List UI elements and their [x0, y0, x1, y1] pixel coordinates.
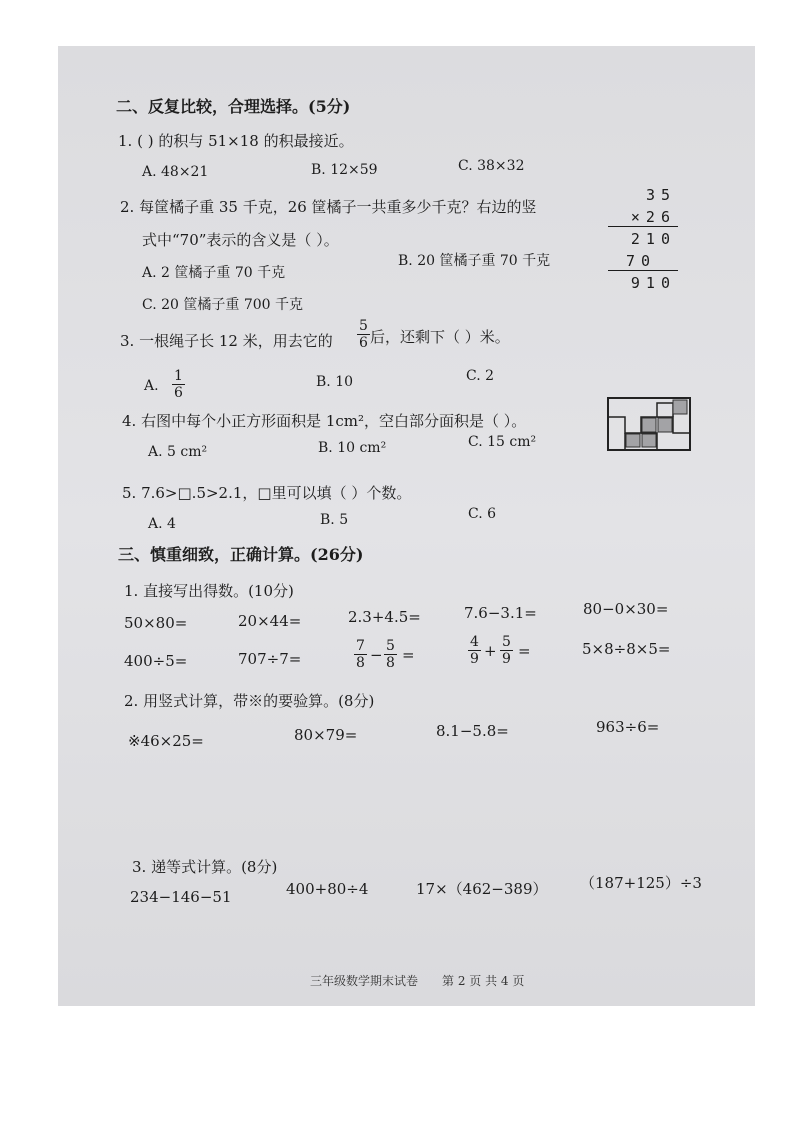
calc-r2-1: 400÷5= — [124, 652, 188, 670]
footer-page-number: 第 2 页 共 4 页 — [442, 974, 525, 988]
q5-option-b: B. 5 — [320, 512, 349, 528]
q5-stem: 5. 7.6>□.5>2.1，□里可以填（ ）个数。 — [122, 484, 412, 502]
q2-stem-line2: 式中“70”表示的含义是（ ）。 — [142, 231, 339, 249]
step-calc-4: （187+125）÷3 — [580, 874, 702, 892]
q2-option-b: B. 20 筐橘子重 70 千克 — [398, 253, 551, 269]
q4-option-c: C. 15 cm² — [468, 434, 537, 450]
f1-first — [354, 638, 367, 671]
calc-r1-5: 80−0×30= — [583, 600, 669, 618]
q3-option-b: B. 10 — [316, 374, 354, 390]
square-grid-figure — [607, 397, 691, 451]
calc-r2-5: 5×8÷8×5= — [582, 640, 671, 658]
s3-part3-heading: 3. 递等式计算。(8分) — [132, 858, 278, 876]
q3-frac-num: 5 — [359, 318, 368, 334]
step-calc-1: 234−146−51 — [130, 888, 232, 906]
vm-row3: 210 — [630, 230, 676, 248]
q3-a-den: 6 — [174, 385, 183, 401]
grid-lines — [609, 399, 689, 449]
exam-page — [58, 46, 755, 1006]
f1-n2: 5 — [386, 638, 395, 654]
q4-stem: 4. 右图中每个小正方形面积是 1cm²，空白部分面积是（ ）。 — [122, 412, 527, 430]
s3-part2-heading: 2. 用竖式计算，带※的要验算。(8分) — [124, 692, 375, 710]
vm-line2 — [608, 270, 678, 271]
vm-row4: 70 — [625, 252, 656, 270]
q5-option-c: C. 6 — [468, 506, 497, 522]
f1-second — [384, 638, 397, 671]
q2-option-a: A. 2 筐橘子重 70 千克 — [142, 265, 286, 281]
f1-n1: 7 — [356, 638, 365, 654]
q1-stem: 1. ( ) 的积与 51×18 的积最接近。 — [118, 132, 354, 150]
q1-option-b: B. 12×59 — [311, 162, 378, 178]
section2-heading: 二、反复比较，合理选择。(5分) — [116, 97, 351, 116]
f2-second — [500, 634, 513, 667]
f1-d1: 8 — [356, 655, 365, 671]
q3-fraction — [357, 318, 370, 351]
calc-r1-2: 20×44= — [238, 612, 302, 630]
f2-first — [468, 634, 481, 667]
q3-frac-den: 6 — [359, 335, 368, 351]
f1-op: − — [370, 646, 383, 664]
vcalc-3: 8.1−5.8= — [436, 722, 509, 740]
q4-option-a: A. 5 cm² — [148, 444, 208, 460]
q3-option-a-fraction — [172, 368, 185, 401]
calc-r1-3: 2.3+4.5= — [348, 608, 421, 626]
q3-stem-b: 后，还剩下（ ）米。 — [370, 328, 510, 346]
q1-option-c: C. 38×32 — [458, 158, 525, 174]
vcalc-4: 963÷6= — [596, 718, 660, 736]
f2-eq: = — [518, 642, 531, 660]
vm-row5: 910 — [630, 274, 676, 292]
f2-d2: 9 — [502, 651, 511, 667]
f2-op: + — [484, 642, 497, 660]
calc-r1-4: 7.6−3.1= — [464, 604, 537, 622]
step-calc-3: 17×（462−389） — [416, 880, 548, 898]
step-calc-2: 400+80÷4 — [286, 880, 369, 898]
s3-part1-heading: 1. 直接写出得数。(10分) — [124, 582, 294, 600]
q3-a-num: 1 — [174, 368, 183, 384]
vm-row2: ×26 — [630, 208, 676, 226]
calc-r1-1: 50×80= — [124, 614, 188, 632]
vm-line1 — [608, 226, 678, 227]
vcalc-1: ※46×25= — [128, 732, 204, 750]
f2-d1: 9 — [470, 651, 479, 667]
q1-option-a: A. 48×21 — [142, 164, 209, 180]
q4-option-b: B. 10 cm² — [318, 440, 387, 456]
q2-stem-line1: 2. 每筐橘子重 35 千克，26 筐橘子一共重多少千克？右边的竖 — [120, 198, 537, 216]
vcalc-2: 80×79= — [294, 726, 358, 744]
f2-n1: 4 — [470, 634, 479, 650]
calc-r2-2: 707÷7= — [238, 650, 302, 668]
f2-n2: 5 — [502, 634, 511, 650]
footer-title: 三年级数学期末试卷 — [310, 974, 419, 988]
q2-option-c: C. 20 筐橘子重 700 千克 — [142, 297, 303, 313]
q3-stem-a: 3. 一根绳子长 12 米，用去它的 — [120, 332, 333, 350]
q5-option-a: A. 4 — [148, 516, 176, 532]
q3-option-a-label: A. — [144, 378, 159, 394]
q3-option-c: C. 2 — [466, 368, 495, 384]
vm-row1: 35 — [645, 186, 676, 204]
f1-d2: 8 — [386, 655, 395, 671]
section3-heading: 三、慎重细致，正确计算。(26分) — [118, 545, 364, 564]
f1-eq: = — [402, 646, 415, 664]
